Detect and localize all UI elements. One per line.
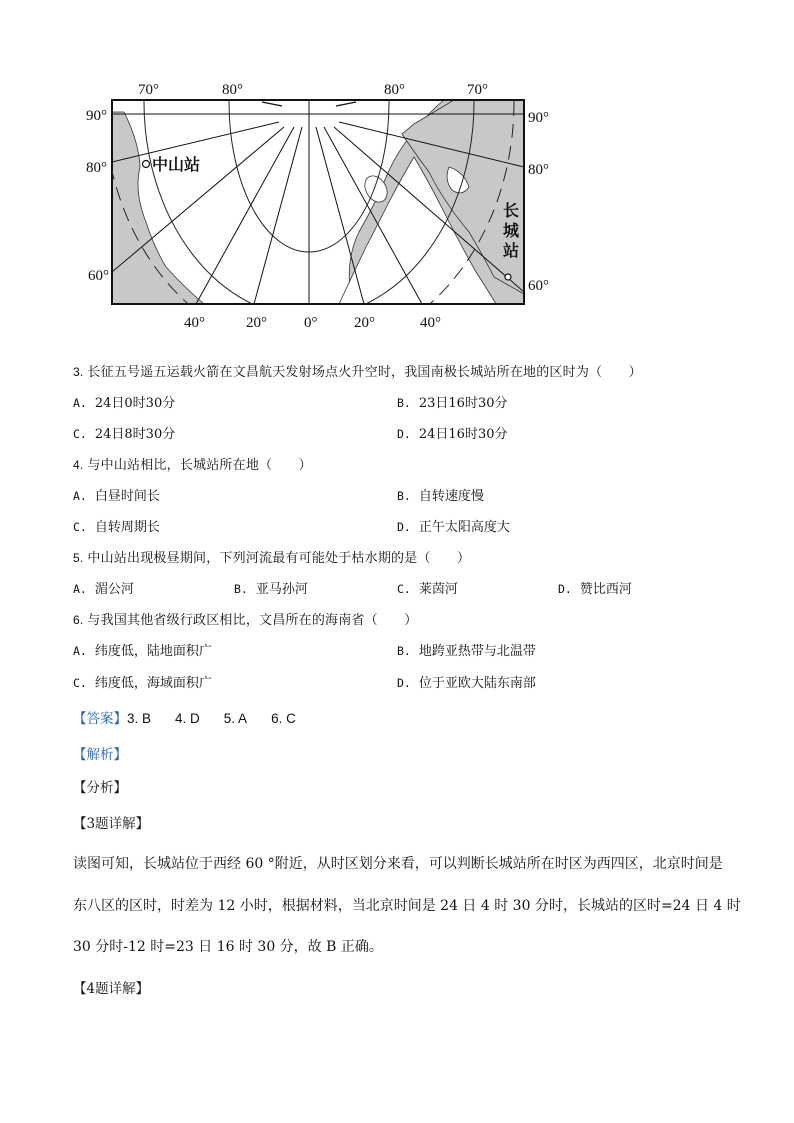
question-number: 3. (73, 365, 84, 379)
top-lon-label: 70° (138, 82, 159, 98)
option-a: A. 24日0时30分 (73, 396, 176, 411)
changcheng-label-char: 站 (503, 241, 520, 260)
zhongshan-station-marker (143, 161, 150, 168)
answer-item: 4. D (175, 711, 200, 726)
question-number: 6. (73, 613, 84, 627)
question-text: 与我国其他省级行政区相比，文昌所在的海南省（ ） (87, 613, 418, 628)
right-lat-label: 90° (528, 110, 549, 126)
bottom-lon-label: 40° (184, 315, 205, 331)
fenxi-heading: 【分析】 (73, 780, 127, 796)
option-b: B. 自转速度慢 (397, 489, 484, 504)
changcheng-label-char: 长 (503, 201, 520, 220)
left-lat-label: 90° (86, 108, 107, 124)
answer-item: 3. B (127, 711, 152, 726)
jiexi-heading: 【解析】 (73, 747, 127, 762)
answer-item: 6. C (271, 711, 296, 726)
detail-4-heading: 【4题详解】 (73, 981, 150, 997)
question-4 (73, 454, 312, 473)
option-b: B. 亚马孙河 (234, 582, 308, 597)
detail-3-heading: 【3题详解】 (73, 816, 150, 832)
option-b: B. 23日16时30分 (397, 396, 508, 411)
answer-line (73, 707, 296, 727)
bottom-lon-label: 20° (246, 315, 267, 331)
zhongshan-station-label: 中山站 (152, 155, 201, 174)
top-lon-label: 80° (384, 82, 405, 98)
question-text: 长征五号遥五运载火箭在文昌航天发射场点火升空时，我国南极长城站所在地的区时为（ ） (87, 365, 642, 380)
question-number: 5. (73, 551, 84, 565)
bottom-lon-label: 40° (420, 315, 441, 331)
question-number: 4. (73, 458, 84, 472)
top-lon-label: 80° (222, 82, 243, 98)
changcheng-station-marker (505, 274, 511, 280)
right-lat-label: 60° (528, 278, 549, 294)
option-c: C. 24日8时30分 (73, 427, 176, 442)
land-east-antarctica (112, 112, 204, 304)
bottom-lon-label: 20° (354, 315, 375, 331)
option-c: C. 纬度低，海域面积广 (73, 676, 212, 691)
option-a: A. 湄公河 (73, 582, 134, 597)
question-5 (73, 547, 470, 566)
option-d: D. 正午太阳高度大 (397, 520, 510, 535)
changcheng-label-char: 城 (503, 221, 520, 240)
left-lat-label: 80° (86, 160, 107, 176)
option-d: D. 赞比西河 (558, 582, 632, 597)
answer-tag: 【答案】 (73, 711, 127, 726)
detail-3-line: 30 分时-12 时=23 日 16 时 30 分，故 B 正确。 (73, 939, 383, 955)
option-a: A. 白昼时间长 (73, 489, 160, 504)
top-lon-label: 70° (467, 82, 488, 98)
bottom-lon-label: 0° (304, 315, 318, 331)
question-6 (73, 609, 417, 628)
antarctica-map (84, 72, 554, 334)
left-lat-label: 60° (88, 268, 109, 284)
option-d: D. 位于亚欧大陆东南部 (397, 676, 536, 691)
detail-3-line: 东八区的区时，时差为 12 小时，根据材料，当北京时间是 24 日 4 时 30 分时，长城站的区时=24 日 4 时 (73, 898, 741, 914)
question-text: 中山站出现极昼期间，下列河流最有可能处于枯水期的是（ ） (87, 551, 471, 566)
question-3 (73, 361, 642, 380)
question-text: 与中山站相比，长城站所在地（ ） (87, 458, 312, 473)
detail-3-line: 读图可知，长城站位于西经 60 °附近，从时区划分来看，可以判断长城站所在时区为西四区，北京时间是 (73, 856, 723, 872)
answer-item: 5. A (223, 711, 248, 726)
option-d: D. 24日16时30分 (397, 427, 508, 442)
option-c: C. 莱茵河 (397, 582, 458, 597)
option-c: C. 自转周期长 (73, 520, 160, 535)
option-b: B. 地跨亚热带与北温带 (397, 644, 536, 659)
right-lat-label: 80° (528, 162, 549, 178)
option-a: A. 纬度低，陆地面积广 (73, 644, 212, 659)
